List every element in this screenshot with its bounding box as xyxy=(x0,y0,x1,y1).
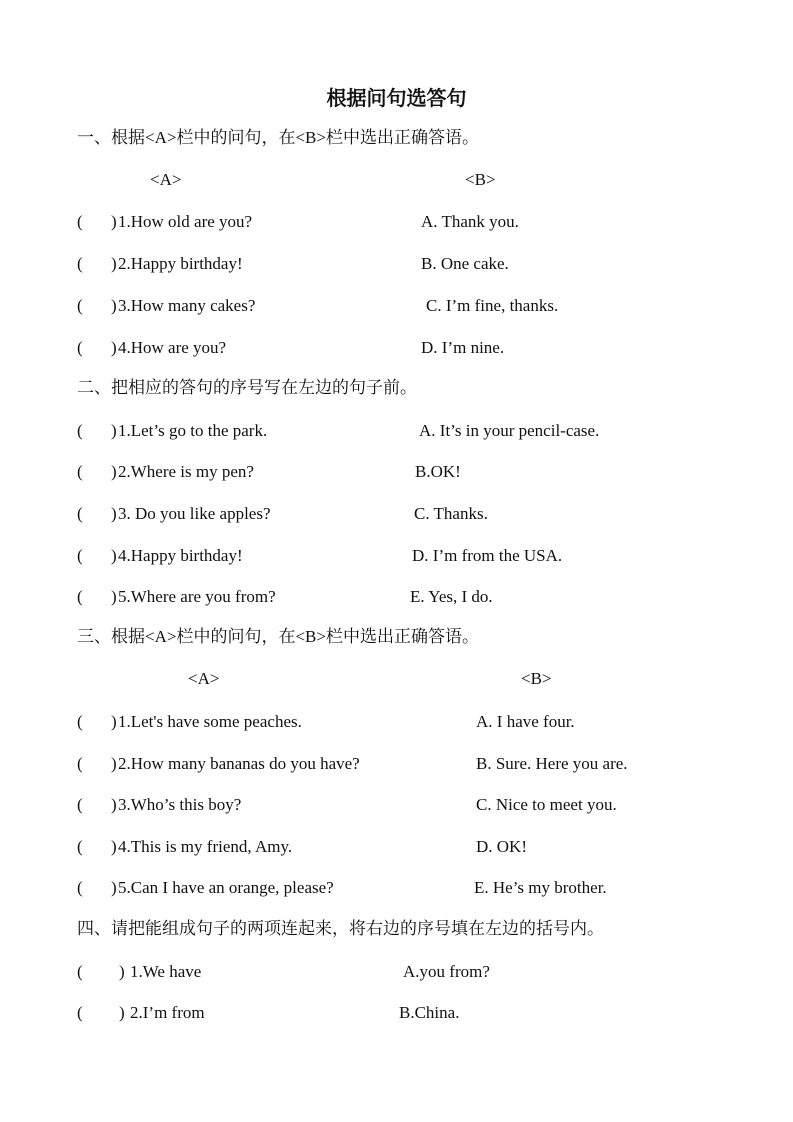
answer-bracket-open: ( xyxy=(77,587,83,606)
answer-bracket-open: ( xyxy=(77,338,83,357)
question-text: 3.How many cakes? xyxy=(118,296,256,315)
sentence-end: A.you from? xyxy=(403,962,490,981)
answer-option: C. Thanks. xyxy=(414,504,488,523)
section-1-col-b-label: <B> xyxy=(465,170,496,189)
answer-option: D. I’m nine. xyxy=(421,338,505,357)
answer-option: B. Sure. Here you are. xyxy=(476,754,628,773)
question-text: 2.How many bananas do you have? xyxy=(118,754,360,773)
answer-bracket-close: ) xyxy=(119,962,125,981)
answer-bracket-open: ( xyxy=(77,254,83,273)
question-text: 2.Happy birthday! xyxy=(118,254,243,273)
answer-bracket-close: ) xyxy=(111,212,117,231)
question-text: 5.Where are you from? xyxy=(118,587,276,606)
question-text: 1.Let's have some peaches. xyxy=(118,712,302,731)
answer-option: A. Thank you. xyxy=(421,212,519,231)
question-text: 3. Do you like apples? xyxy=(118,504,271,523)
answer-bracket-close: ) xyxy=(111,712,117,731)
answer-option: D. I’m from the USA. xyxy=(412,546,563,565)
answer-bracket-close: ) xyxy=(111,296,117,315)
question-text: 1.Let’s go to the park. xyxy=(118,421,268,440)
answer-option: A. It’s in your pencil-case. xyxy=(419,421,600,440)
question-text: 2.Where is my pen? xyxy=(118,462,254,481)
question-text: 4.Happy birthday! xyxy=(118,546,243,565)
answer-bracket-open: ( xyxy=(77,546,83,565)
section-4-heading: 四、请把能组成句子的两项连起来，将右边的序号填在左边的括号内。 xyxy=(77,919,604,938)
section-3-col-a-label: <A> xyxy=(188,669,220,688)
answer-bracket-close: ) xyxy=(111,837,117,856)
section-1-col-a-label: <A> xyxy=(150,170,182,189)
answer-bracket-open: ( xyxy=(77,462,83,481)
answer-bracket-open: ( xyxy=(77,1003,83,1022)
answer-option: D. OK! xyxy=(476,837,527,856)
answer-bracket-close: ) xyxy=(111,338,117,357)
answer-option: C. I’m fine, thanks. xyxy=(426,296,559,315)
answer-bracket-open: ( xyxy=(77,962,83,981)
sentence-end: B.China. xyxy=(399,1003,460,1022)
question-text: 4.How are you? xyxy=(118,338,227,357)
answer-option: C. Nice to meet you. xyxy=(476,795,617,814)
answer-bracket-close: ) xyxy=(111,878,117,897)
question-text: 5.Can I have an orange, please? xyxy=(118,878,334,897)
answer-bracket-close: ) xyxy=(111,254,117,273)
answer-bracket-close: ) xyxy=(119,1003,125,1022)
section-2-heading: 二、把相应的答句的序号写在左边的句子前。 xyxy=(77,378,417,397)
answer-bracket-open: ( xyxy=(77,421,83,440)
answer-option: B.OK! xyxy=(415,462,461,481)
answer-bracket-open: ( xyxy=(77,212,83,231)
answer-bracket-close: ) xyxy=(111,421,117,440)
section-3-heading: 三、根据<A>栏中的问句，在<B>栏中选出正确答语。 xyxy=(77,627,479,646)
answer-option: A. I have four. xyxy=(476,712,575,731)
answer-bracket-close: ) xyxy=(111,795,117,814)
answer-bracket-close: ) xyxy=(111,546,117,565)
answer-bracket-open: ( xyxy=(77,795,83,814)
sentence-start: 1.We have xyxy=(130,962,202,981)
answer-bracket-close: ) xyxy=(111,462,117,481)
worksheet-title: 根据问句选答句 xyxy=(326,86,467,110)
section-3-col-b-label: <B> xyxy=(521,669,552,688)
question-text: 4.This is my friend, Amy. xyxy=(118,837,293,856)
answer-bracket-open: ( xyxy=(77,754,83,773)
sentence-start: 2.I’m from xyxy=(130,1003,205,1022)
question-text: 1.How old are you? xyxy=(118,212,253,231)
answer-option: E. Yes, I do. xyxy=(410,587,493,606)
question-text: 3.Who’s this boy? xyxy=(118,795,242,814)
answer-bracket-open: ( xyxy=(77,837,83,856)
section-1-heading: 一、根据<A>栏中的问句，在<B>栏中选出正确答语。 xyxy=(77,128,479,147)
answer-bracket-close: ) xyxy=(111,504,117,523)
answer-bracket-close: ) xyxy=(111,754,117,773)
answer-bracket-open: ( xyxy=(77,504,83,523)
answer-bracket-open: ( xyxy=(77,296,83,315)
answer-bracket-open: ( xyxy=(77,878,83,897)
answer-option: B. One cake. xyxy=(421,254,509,273)
answer-bracket-close: ) xyxy=(111,587,117,606)
answer-option: E. He’s my brother. xyxy=(474,878,607,897)
answer-bracket-open: ( xyxy=(77,712,83,731)
